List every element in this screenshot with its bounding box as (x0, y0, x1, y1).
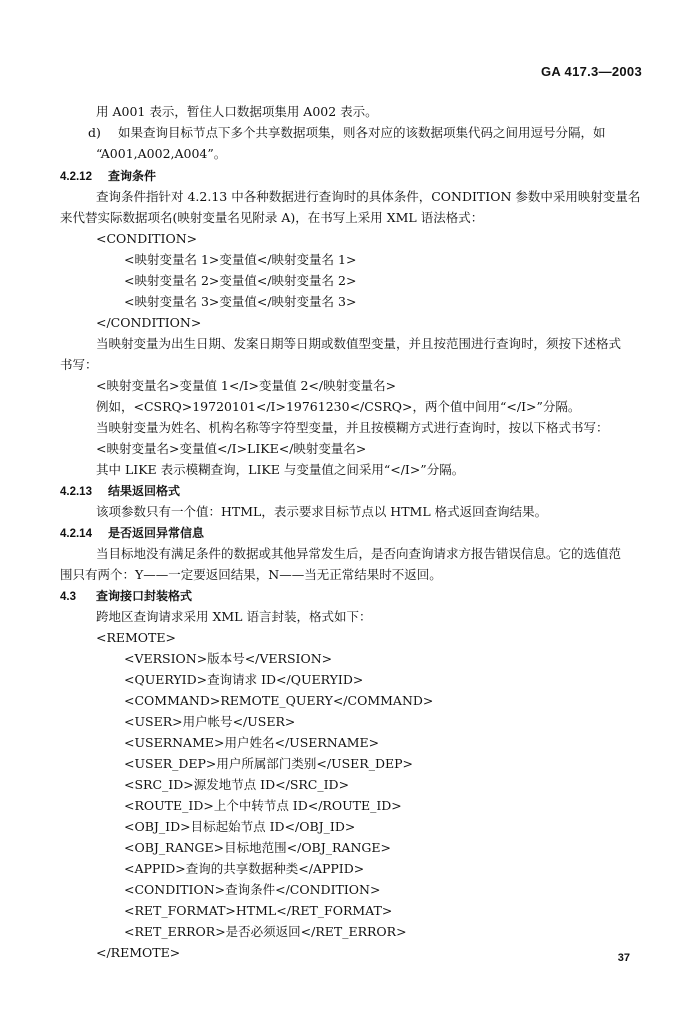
section-heading (60, 525, 204, 542)
code-line: <COMMAND>REMOTE_QUERY</COMMAND> (124, 693, 434, 708)
section-number: 4.2.14 (60, 528, 92, 540)
page-number: 37 (617, 952, 630, 964)
section-title: 查询条件 (108, 169, 157, 183)
list-item-d (88, 125, 606, 141)
code-line: <映射变量名 3>变量值</映射变量名 3> (124, 294, 357, 309)
text-line: 来代替实际数据项名(映射变量名见附录 A)，在书写上采用 XML 语法格式： (60, 210, 484, 225)
section-number: 4.3 (60, 591, 76, 603)
section-title: 查询接口封装格式 (96, 589, 193, 603)
code-line: <QUERYID>查询请求 ID</QUERYID> (124, 672, 364, 687)
code-line: </CONDITION> (96, 315, 202, 330)
text-line: 例如，<CSRQ>19720101</I>19761230</CSRQ>，两个值中间用“</I>”分隔。 (96, 399, 581, 414)
code-line: <RET_ERROR>是否必须返回</RET_ERROR> (124, 924, 407, 939)
code-line: <CONDITION>查询条件</CONDITION> (124, 882, 381, 897)
code-line: <VERSION>版本号</VERSION> (124, 651, 333, 666)
text-line: 用 A001 表示，暂住人口数据项集用 A002 表示。 (96, 104, 378, 119)
section-title: 是否返回异常信息 (108, 526, 205, 540)
code-line: <CONDITION> (96, 231, 198, 246)
text-line: 如果查询目标节点下多个共享数据项集，则各对应的该数据项集代码之间用逗号分隔，如 (118, 125, 606, 140)
code-line: <ROUTE_ID>上个中转节点 ID</ROUTE_ID> (124, 798, 402, 813)
text-line: 当映射变量为姓名、机构名称等字符型变量，并且按模糊方式进行查询时，按以下格式书写： (96, 420, 609, 435)
code-line: <映射变量名>变量值 1</I>变量值 2</映射变量名> (96, 378, 397, 393)
code-line: <映射变量名>变量值</I>LIKE</映射变量名> (96, 441, 367, 456)
code-line: <OBJ_RANGE>目标地范围</OBJ_RANGE> (124, 840, 391, 855)
section-title: 结果返回格式 (108, 484, 181, 498)
code-line: <USERNAME>用户姓名</USERNAME> (124, 735, 380, 750)
code-line: <APPID>查询的共享数据种类</APPID> (124, 861, 365, 876)
text-line: 当目标地没有满足条件的数据或其他异常发生后，是否向查询请求方报告错误信息。它的选值范 (96, 546, 622, 561)
code-line: <映射变量名 2>变量值</映射变量名 2> (124, 273, 357, 288)
text-line: 其中 LIKE 表示模糊查询，LIKE 与变量值之间采用“</I>”分隔。 (96, 462, 465, 477)
document-code: GA 417.3—2003 (541, 64, 642, 79)
list-marker: d) (88, 125, 101, 140)
text-line: “A001,A002,A004”。 (96, 146, 227, 161)
text-line: 跨地区查询请求采用 XML 语言封装，格式如下： (96, 609, 372, 624)
code-line: <RET_FORMAT>HTML</RET_FORMAT> (124, 903, 393, 918)
code-line: <映射变量名 1>变量值</映射变量名 1> (124, 252, 357, 267)
section-number: 4.2.12 (60, 171, 92, 183)
code-line: <REMOTE> (96, 630, 176, 645)
text-line: 该项参数只有一个值：HTML，表示要求目标节点以 HTML 格式返回查询结果。 (96, 504, 548, 519)
text-line: 查询条件指针对 4.2.13 中各种数据进行查询时的具体条件，CONDITION 参数中采用映射变量名 (96, 189, 641, 204)
code-line: <USER_DEP>用户所属部门类别</USER_DEP> (124, 756, 413, 771)
code-line: <OBJ_ID>目标起始节点 ID</OBJ_ID> (124, 819, 356, 834)
code-line: </REMOTE> (96, 945, 181, 960)
section-heading (60, 168, 156, 185)
section-heading (60, 483, 180, 500)
section-number: 4.2.13 (60, 486, 92, 498)
code-line: <USER>用户帐号</USER> (124, 714, 296, 729)
code-line: <SRC_ID>源发地节点 ID</SRC_ID> (124, 777, 350, 792)
text-line: 书写： (60, 357, 98, 372)
text-line: 当映射变量为出生日期、发案日期等日期或数值型变量，并且按范围进行查询时，须按下述格式 (96, 336, 622, 351)
text-line: 围只有两个：Y——一定要返回结果，N——当无正常结果时不返回。 (60, 567, 442, 582)
section-heading (60, 588, 192, 605)
